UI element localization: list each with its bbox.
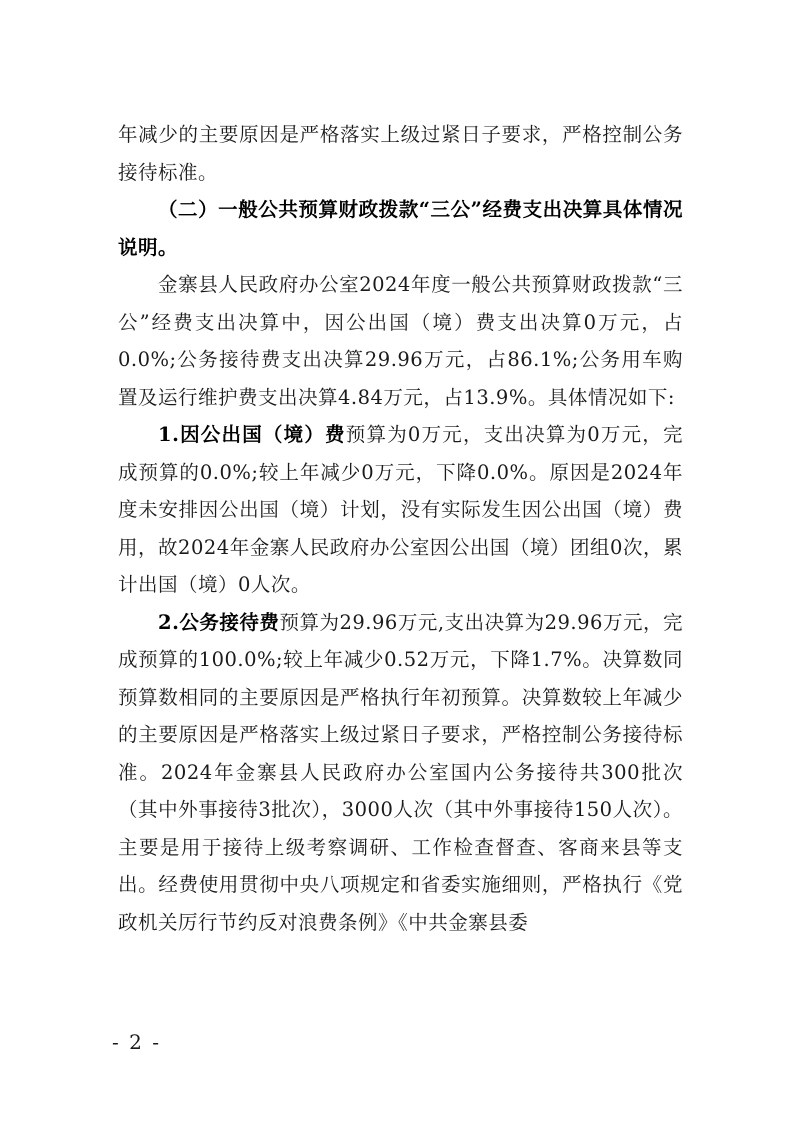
item2-text: 预算为29.96万元,支出决算为29.96万元，完成预算的100.0%;较上年减少0.52万元，下降1.7%。决算数同预算数相同的主要原因是严格执行年初预算。决算数较上年减少的主要原因是严格落实上级过紧日子要求，严格控制公务接待标准。2024年金寨县人民政府办公室国内公务接待共300批次（其中外事接待3批次），3000人次（其中外事接待150人次）。主要是用于接待上级考察调研、工作检查督查、客商来县等支出。经费使用贯彻中央八项规定和省委实施细则，严格执行《党政机关厉行节约反对浪费条例》《中共金寨县委 [118, 610, 683, 934]
continuation-paragraph: 年减少的主要原因是严格落实上级过紧日子要求，严格控制公务接待标准。 [118, 123, 683, 184]
item1-label: 1.因公出国（境）费 [158, 423, 346, 446]
item1-paragraph [118, 416, 683, 604]
intro-paragraph: 金寨县人民政府办公室2024年度一般公共预算财政拨款“三公”经费支出决算中，因公出国（境）费支出决算0万元，占0.0%;公务接待费支出决算29.96万元，占86.1%;公务用车购置及运行维护费支出决算4.84万元，占13.9%。具体情况如下: [118, 273, 683, 409]
item1-text: 预算为0万元，支出决算为0万元，完成预算的0.0%;较上年减少0万元，下降0.0%。原因是2024年度未安排因公出国（境）计划，没有实际发生因公出国（境）费用，故2024年金寨人民政府办公室因公出国（境）团组0次，累计出国（境）0人次。 [118, 423, 683, 596]
item2-label: 2.公务接待费 [158, 610, 280, 634]
item2-paragraph [118, 604, 683, 942]
section-heading: （二）一般公共预算财政拨款“三公”经费支出决算具体情况说明。 [118, 198, 683, 259]
document-body [118, 116, 683, 941]
page-number: - 2 - [112, 1030, 161, 1054]
